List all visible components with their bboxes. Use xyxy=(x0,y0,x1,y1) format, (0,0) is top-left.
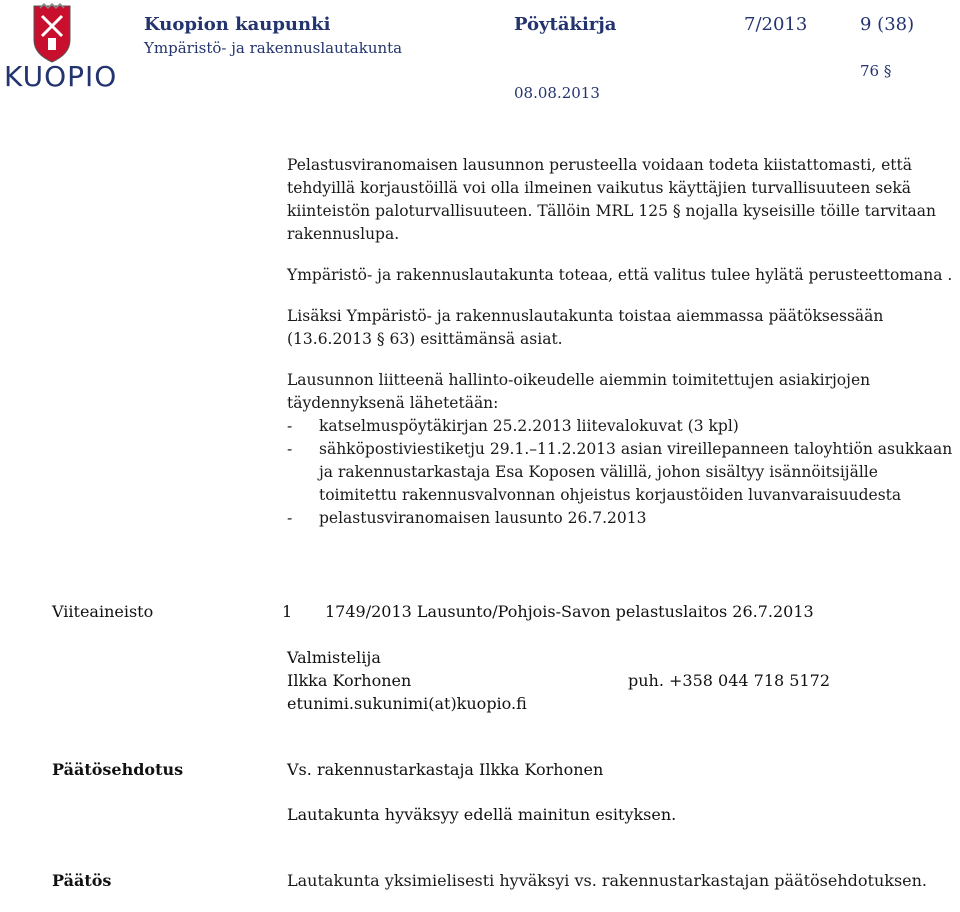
decision-label: Päätös xyxy=(52,871,112,890)
list-item: - pelastusviranomaisen lausunto 26.7.2013 xyxy=(287,509,647,527)
section-number: 76 § xyxy=(860,62,892,80)
proposal-text: Lautakunta hyväksyy edellä mainitun esityksen. xyxy=(287,805,677,824)
paragraph-2: Ympäristö- ja rakennuslautakunta toteaa, että valitus tulee hylätä perusteettomana . xyxy=(287,266,953,284)
organization-name: Kuopion kaupunki xyxy=(144,14,331,35)
reference-number: 1 xyxy=(282,602,293,621)
list-item: - katselmuspöytäkirjan 25.2.2013 liitevalokuvat (3 kpl) xyxy=(287,417,739,435)
kuopio-logo xyxy=(4,2,118,94)
document-number: 7/2013 xyxy=(744,14,808,35)
logo-wordmark: KUOPIO xyxy=(4,60,118,93)
page-indicator: 9 (38) xyxy=(860,14,915,35)
paragraph-1: Pelastusviranomaisen lausunnon perusteella voidaan todeta kiistattomasti, että tehdyillä korjaustöillä voi olla ilmeinen vaikutus käyttäjien turvallisuuteen sekä kiinteistön paloturvallisuuteen. Tällöin MRL 125 § nojalla kyseisille töille tarvitaan rakennuslupa. xyxy=(287,156,936,243)
decision-text: Lautakunta yksimielisesti hyväksyi vs. rakennustarkastajan päätösehdotuksen. xyxy=(287,871,928,890)
list-item: - sähköpostiviestiketju 29.1.–11.2.2013 asian vireillepanneen taloyhtiön asukkaan ja rakennustarkastaja Esa Koposen välillä, johon sisältyy isännöitsijälle toimitettu rakennusvalvonnan ohjeistus korjaustöiden luvanvaraisuudesta xyxy=(287,440,953,504)
meeting-date: 08.08.2013 xyxy=(514,84,600,102)
references-label: Viiteaineisto xyxy=(52,602,154,621)
proposal-label: Päätösehdotus xyxy=(52,760,184,779)
proposal-presenter: Vs. rakennustarkastaja Ilkka Korhonen xyxy=(287,760,604,779)
paragraph-3: Lisäksi Ympäristö- ja rakennuslautakunta toistaa aiemmassa päätöksessään (13.6.2013 § 63) esittämänsä asiat. xyxy=(287,307,884,348)
preparer-phone: puh. +358 044 718 5172 xyxy=(628,671,831,690)
committee-name: Ympäristö- ja rakennuslautakunta xyxy=(144,39,403,57)
attachment-list xyxy=(287,415,955,530)
preparer-title: Valmistelija xyxy=(287,648,381,667)
document-type: Pöytäkirja xyxy=(514,14,617,35)
paragraph-4: Lausunnon liitteenä hallinto-oikeudelle aiemmin toimitettujen asiakirjojen täydennyksenä lähetetään: xyxy=(287,371,871,412)
preparer-email: etunimi.sukunimi(at)kuopio.fi xyxy=(287,694,527,713)
reference-item: 1749/2013 Lausunto/Pohjois-Savon pelastuslaitos 26.7.2013 xyxy=(325,602,814,621)
body-text xyxy=(287,154,955,530)
preparer-name: Ilkka Korhonen xyxy=(287,671,412,690)
